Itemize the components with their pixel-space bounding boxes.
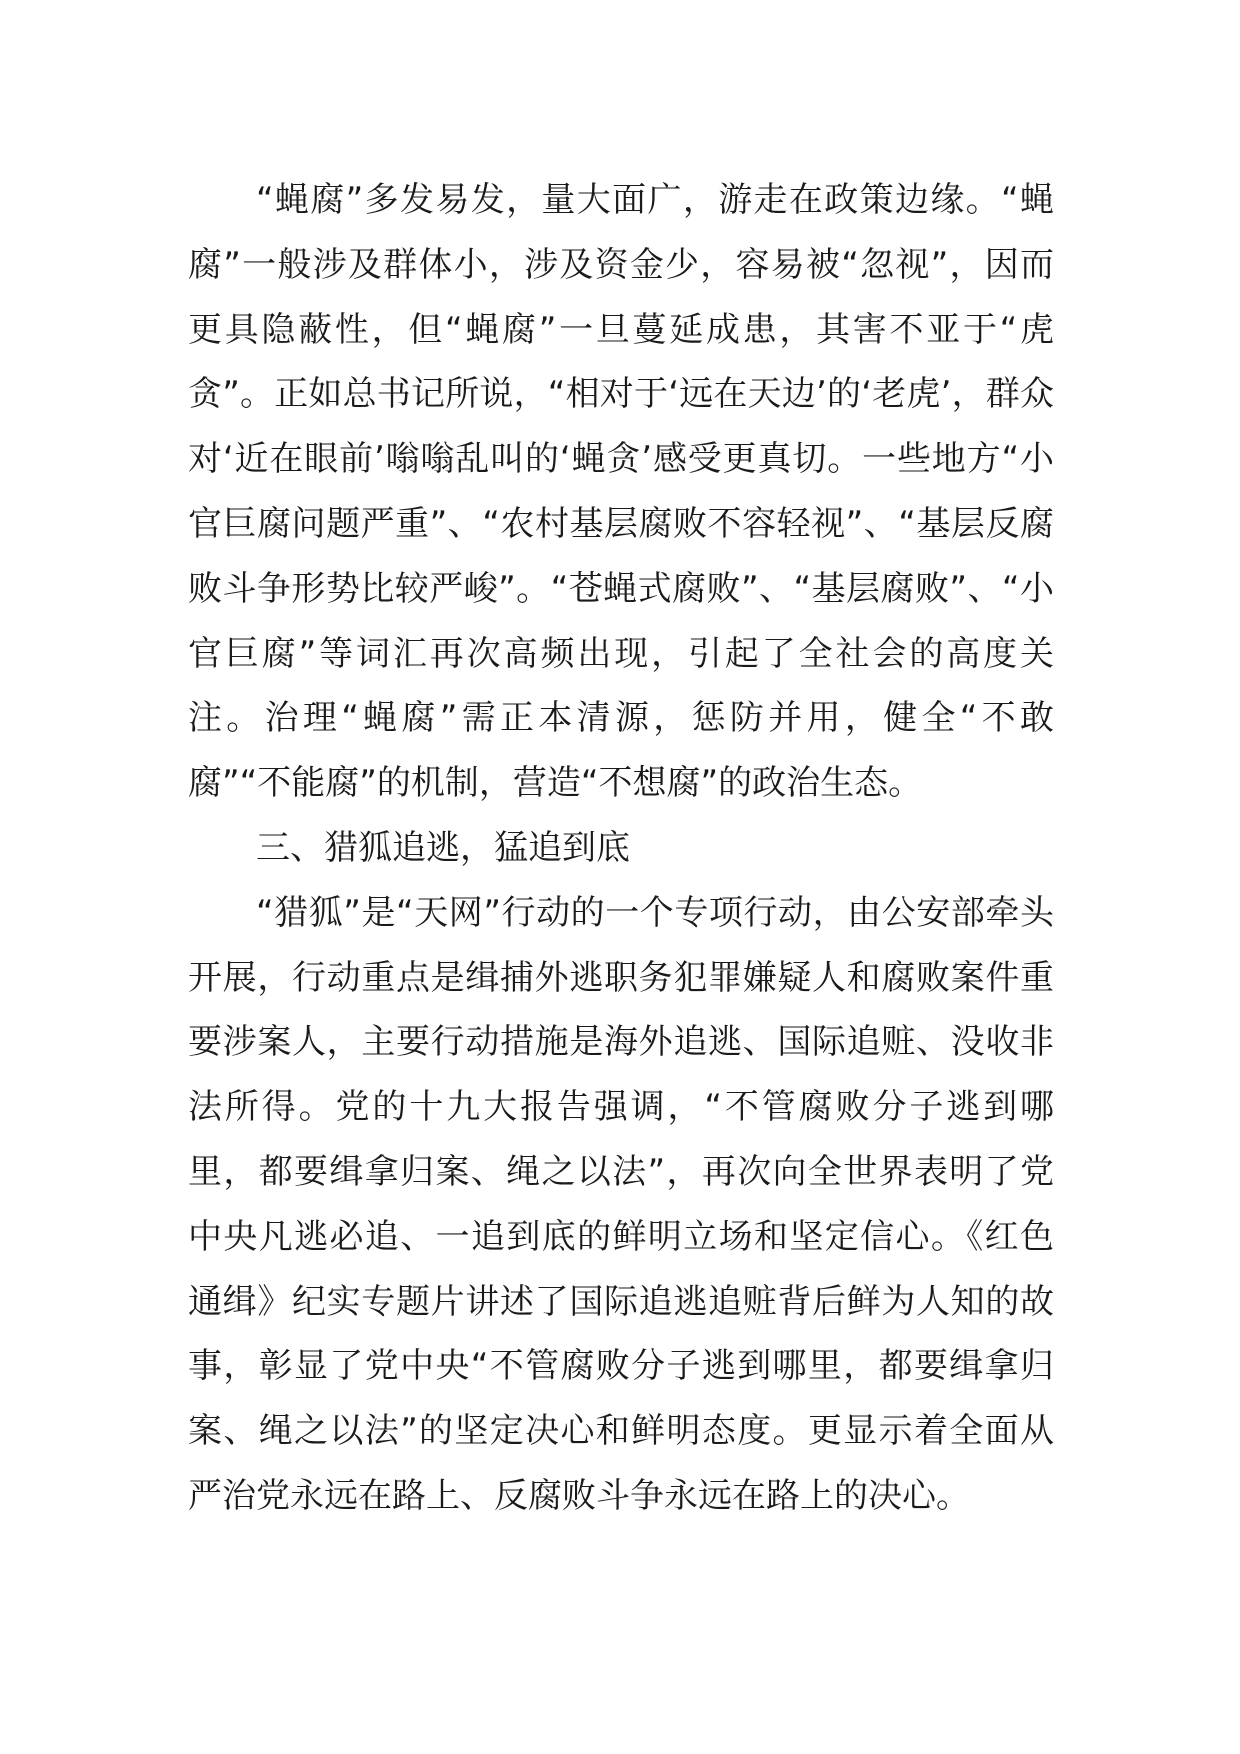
- paragraph-fly-corruption: “蝇腐”多发易发，量大面广，游走在政策边缘。“蝇腐”一般涉及群体小，涉及资金少，容易被“忽视”，因而更具隐蔽性，但“蝇腐”一旦蔓延成患，其害不亚于“虎贪”。正如总书记所说，“相对于‘远在天边’的‘老虎’，群众对‘近在眼前’嗡嗡乱叫的‘蝇贪’感受更真切。一些地方“小官巨腐问题严重”、“农村基层腐败不容轻视”、“基层反腐败斗争形势比较严峻”。“苍蝇式腐败”、“基层腐败”、“小官巨腐”等词汇再次高频出现，引起了全社会的高度关注。治理“蝇腐”需正本清源，惩防并用，健全“不敢腐”“不能腐”的机制，营造“不想腐”的政治生态。: [188, 180, 1054, 804]
- paragraph-fox-hunt: “猎狐”是“天网”行动的一个专项行动，由公安部牵头开展，行动重点是缉捕外逃职务犯罪嫌疑人和腐败案件重要涉案人，主要行动措施是海外追逃、国际追赃、没收非法所得。党的十九大报告强调，“不管腐败分子逃到哪里，都要缉拿归案、绳之以法”，再次向全世界表明了党中央凡逃必追、一追到底的鲜明立场和坚定信心。《红色通缉》纪实专题片讲述了国际追逃追赃背后鲜为人知的故事，彰显了党中央“不管腐败分子逃到哪里，都要缉拿归案、绳之以法”的坚定决心和鲜明态度。更显示着全面从严治党永远在路上、反腐败斗争永远在路上的决心。: [188, 892, 1054, 1516]
- section-heading: 三、猎狐追逃，猛追到底: [256, 827, 630, 868]
- document-page: [188, 168, 1054, 1529]
